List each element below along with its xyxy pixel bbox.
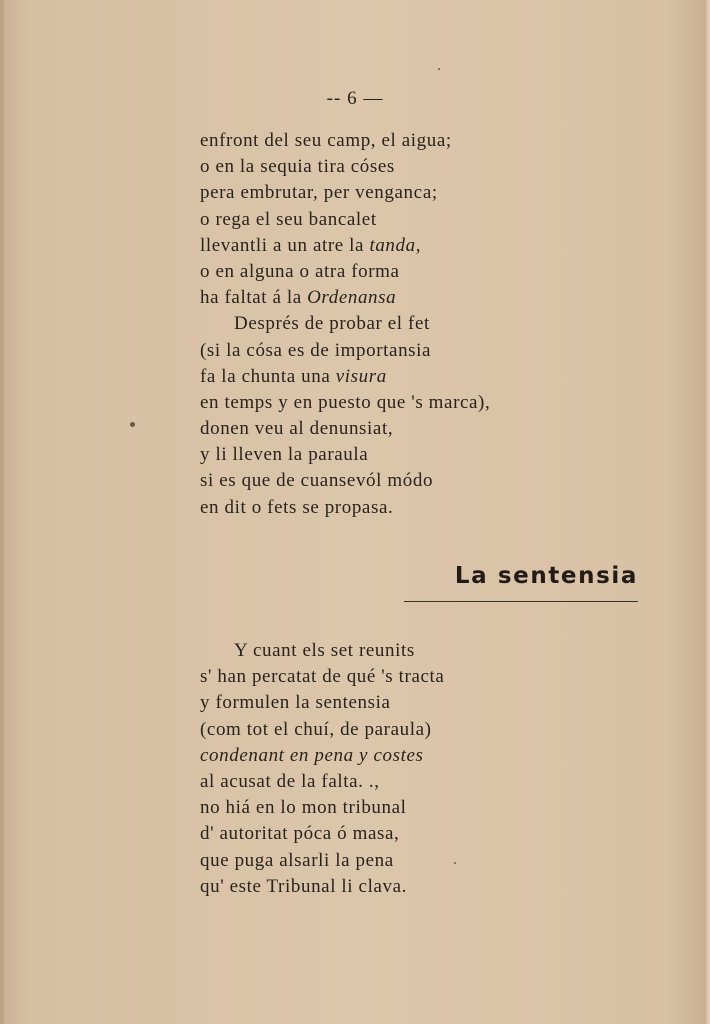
poem-stanza-2 <box>200 638 444 900</box>
poem-line <box>200 338 490 364</box>
page-number: -- 6 — <box>326 88 384 109</box>
italic-term: Ordenansa <box>307 287 397 309</box>
poem-line <box>200 769 444 795</box>
poem-line <box>200 468 490 494</box>
line-text: llevantli a un atre la <box>200 234 370 256</box>
poem-line <box>200 180 490 206</box>
poem-line <box>200 874 444 900</box>
poem-line <box>200 390 490 416</box>
paper-speck <box>454 862 456 864</box>
line-text: (com tot el chuí, de paraula) <box>200 718 432 740</box>
poem-line <box>200 128 490 154</box>
italic-term: tanda <box>369 234 416 256</box>
section-heading: La sentensia <box>454 563 638 589</box>
paper-speck <box>438 68 440 70</box>
line-text: o en alguna o atra forma <box>200 260 400 282</box>
line-text: si es que de cuansevól módo <box>200 470 434 492</box>
line-text: donen veu al denunsiat, <box>200 418 394 440</box>
line-text: que puga alsarli la pena <box>200 849 394 871</box>
poem-line <box>200 285 490 311</box>
poem-line <box>200 495 490 521</box>
poem-line <box>200 690 444 716</box>
italic-term: visura <box>335 365 387 387</box>
line-text: no hiá en lo mon tribunal <box>200 797 407 819</box>
line-text: y formulen la sentensia <box>200 692 391 714</box>
poem-line <box>200 207 490 233</box>
line-text: qu' este Tribunal li clava. <box>200 875 407 897</box>
line-text: pera embrutar, per venganса; <box>200 182 438 204</box>
line-text: Y cuant els set reunits <box>234 640 415 661</box>
line-text: ha faltat á la <box>200 287 308 309</box>
poem-line <box>200 364 490 390</box>
line-text: o en la sequia tira cóses <box>200 156 395 178</box>
line-text: Després de probar el fet <box>234 313 430 335</box>
line-text: o rega el seu bancalet <box>200 208 377 230</box>
line-text: d' autoritat póca ó masa, <box>200 823 400 845</box>
italic-term: condenant en pena y costes <box>200 744 424 766</box>
poem-line <box>200 795 444 821</box>
poem-stanza-1 <box>200 128 490 521</box>
page-left-edge <box>0 0 4 1024</box>
poem-line <box>200 821 444 847</box>
poem-line <box>200 154 490 180</box>
line-text: y li lleven la paraula <box>200 444 369 466</box>
poem-line <box>200 717 444 743</box>
poem-line <box>200 848 444 874</box>
line-text: (si la cósa es de importansia <box>200 339 432 361</box>
poem-line <box>200 416 490 442</box>
line-text: s' han percatat de qué 's tracta <box>200 666 445 688</box>
poem-line <box>200 259 490 285</box>
line-text: enfront del seu camp, el aigua; <box>200 130 452 151</box>
paper-speck <box>130 422 135 427</box>
poem-line <box>200 311 490 337</box>
poem-line <box>200 664 444 690</box>
line-text: al acusat de la falta. ., <box>200 770 380 792</box>
line-text: fa la chunta una <box>200 365 336 387</box>
line-text: en temps y en puesto que 's marca), <box>200 391 491 413</box>
line-text: , <box>415 234 422 256</box>
poem-line <box>200 233 490 259</box>
page-right-edge <box>704 0 710 1024</box>
line-text: en dit o fets se propasa. <box>200 496 394 518</box>
poem-line <box>200 442 490 468</box>
poem-line <box>200 638 444 664</box>
heading-underline <box>404 601 638 602</box>
poem-line <box>200 743 444 769</box>
